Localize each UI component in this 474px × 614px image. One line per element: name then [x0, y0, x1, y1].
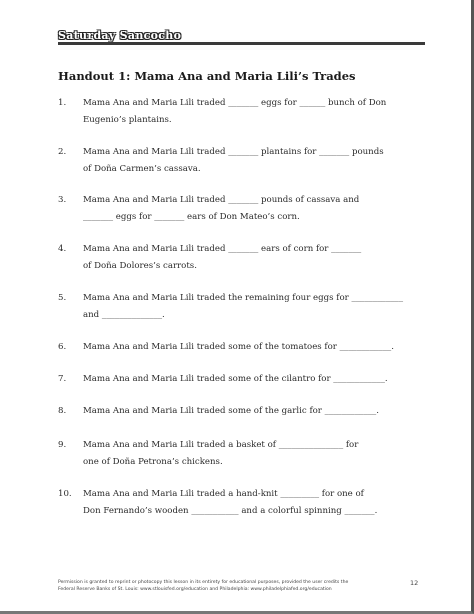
banner-rule	[58, 42, 425, 45]
question-line: _______ eggs for _______ ears of Don Mateo’s corn.	[83, 212, 300, 222]
question-number: 9.	[58, 440, 67, 450]
question-line: Eugenio’s plantains.	[83, 115, 172, 125]
handout-title: Handout 1: Mama Ana and Maria Lili’s Trades	[58, 69, 356, 83]
question-text	[83, 241, 428, 275]
question-line: Mama Ana and Maria Lili traded _______ ears of corn for _______	[83, 244, 362, 254]
question-text	[83, 95, 428, 129]
question-text	[83, 403, 428, 420]
question-number: 5.	[58, 293, 67, 303]
question-line: Mama Ana and Maria Lili traded some of the garlic for ____________.	[83, 406, 379, 416]
question-number: 10.	[58, 489, 72, 499]
question-line: Mama Ana and Maria Lili traded a basket of _______________ for	[83, 440, 359, 450]
question-text	[83, 339, 428, 356]
question-text	[83, 371, 428, 388]
footer-line: Federal Reserve Banks of St. Louis: www.stlouisfed.org/education and Philadelphia: www.philadelphiafed.org/education	[58, 587, 332, 592]
question-text	[83, 192, 428, 226]
question-line: Mama Ana and Maria Lili traded _______ eggs for ______ bunch of Don	[83, 98, 387, 108]
series-title: Saturday Sancocho	[58, 29, 182, 42]
question-number: 3.	[58, 195, 67, 205]
question-line: Mama Ana and Maria Lili traded the remaining four eggs for ____________	[83, 293, 404, 303]
footer-line: Permission is granted to reprint or photocopy this lesson in its entirety for educational purposes, provided the user credits the	[58, 580, 349, 585]
question-line: of Doña Carmen’s cassava.	[83, 164, 201, 174]
question-line: Don Fernando’s wooden ___________ and a colorful spinning _______.	[83, 506, 378, 516]
question-line: Mama Ana and Maria Lili traded some of the tomatoes for ____________.	[83, 342, 394, 352]
question-line: Mama Ana and Maria Lili traded some of the cilantro for ____________.	[83, 374, 388, 384]
question-number: 6.	[58, 342, 67, 352]
question-text	[83, 144, 428, 178]
page-number: 12	[410, 579, 419, 587]
question-text	[83, 486, 428, 520]
question-number: 7.	[58, 374, 67, 384]
question-line: Mama Ana and Maria Lili traded _______ pounds of cassava and	[83, 195, 360, 205]
question-line: one of Doña Petrona’s chickens.	[83, 457, 223, 467]
question-line: Mama Ana and Maria Lili traded _______ plantains for _______ pounds	[83, 147, 384, 157]
question-number: 1.	[58, 98, 67, 108]
question-text	[83, 437, 428, 471]
series-banner	[58, 29, 425, 43]
question-line: of Doña Dolores’s carrots.	[83, 261, 197, 271]
question-line: and ______________.	[83, 310, 165, 320]
question-number: 2.	[58, 147, 67, 157]
permission-footer	[58, 579, 358, 593]
question-line: Mama Ana and Maria Lili traded a hand-knit _________ for one of	[83, 489, 364, 499]
question-text	[83, 290, 428, 324]
question-number: 4.	[58, 244, 67, 254]
question-number: 8.	[58, 406, 67, 416]
